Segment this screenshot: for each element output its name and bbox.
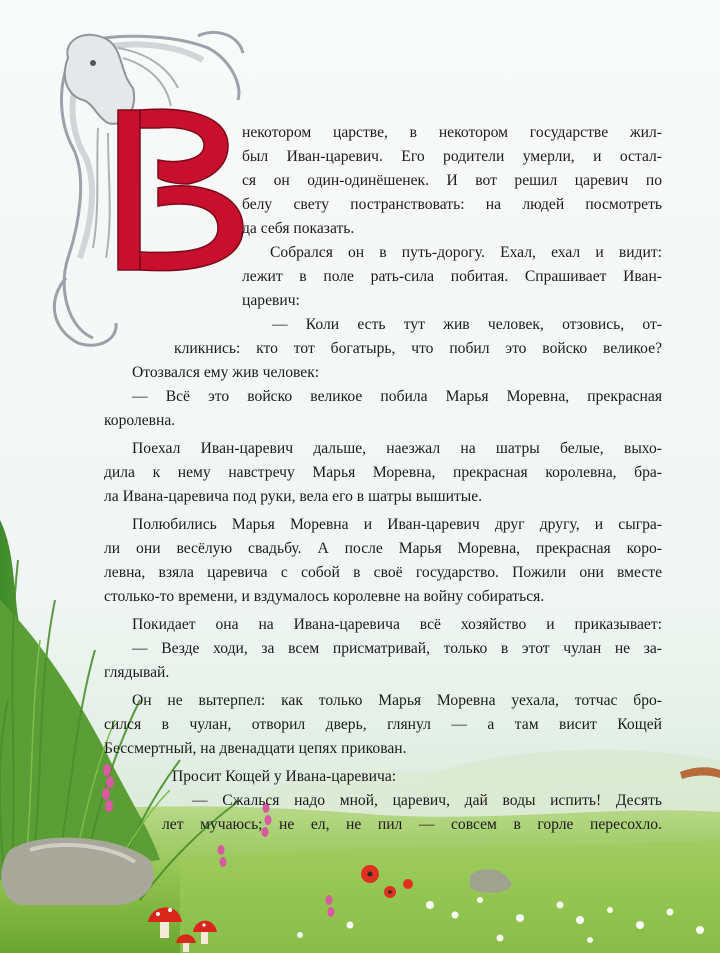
text-line: Он не вытерпел: как только Марья Моревна уехала, тотчас бро- [132, 692, 662, 709]
text-line: некотором царстве, в некотором государстве жил- [242, 124, 662, 141]
text-line: Отозвался ему жив человек: [132, 364, 320, 381]
text-line: левна, взяла царевича с собой в своё государство. Пожили они вместе [104, 564, 662, 581]
text-line: Собрался он в путь-дорогу. Ехал, ехал и видит: [270, 244, 662, 261]
text-line: ся он один-одинёшенек. И вот решил царевич по [242, 172, 662, 189]
text-line: кликнись: кто тот богатырь, что побил это войско великое? [174, 340, 662, 357]
text-line: королевна. [104, 412, 176, 429]
text-line: царевич: [242, 292, 300, 309]
text-line: Полюбились Марья Моревна и Иван-царевич друг другу, и сыгра- [132, 516, 662, 533]
text-line: да себя показать. [242, 220, 355, 237]
text-line: — Всё это войско великое побила Марья Моревна, прекрасная [132, 388, 662, 405]
text-line: глядывай. [104, 664, 170, 681]
horse-ornament-icon [38, 28, 250, 358]
text-line: лежит в поле рать-сила побитая. Спрашивает Иван- [242, 268, 662, 285]
text-line: Просит Кощей у Ивана-царевича: [172, 768, 397, 785]
text-line: сился в чулан, отворил дверь, глянул — а там висит Кощей [104, 716, 662, 733]
text-line: — Коли есть тут жив человек, отзовись, от- [272, 316, 662, 333]
text-line: дила к нему навстречу Марья Моревна, прекрасная королевна, бра- [104, 464, 662, 481]
text-line: лет мучаюсь; не ел, не пил — совсем в горле пересохло. [162, 816, 662, 833]
text-line: белу свету постранствовать: на людей посмотреть [242, 196, 662, 213]
text-line: ли они весёлую свадьбу. А после Марья Моревна, прекрасная коро- [104, 540, 662, 557]
text-line: Бессмертный, на двенадцати цепях прикован. [104, 740, 407, 757]
text-line: Поехал Иван-царевич дальше, наезжал на шатры белые, выхо- [132, 440, 662, 457]
text-line: ла Ивана-царевича под руки, вела его в шатры вышитые. [104, 488, 483, 505]
text-line: — Сжалься надо мной, царевич, дай воды испить! Десять [192, 792, 662, 809]
text-line: столько-то времени, и вздумалось королевне на войну собираться. [104, 588, 545, 605]
text-line: — Везде ходи, за всем присматривай, только в этот чулан не за- [132, 640, 662, 657]
text-line: Покидает она на Ивана-царевича всё хозяйство и приказывает: [132, 616, 662, 633]
text-line: был Иван-царевич. Его родители умерли, и остал- [242, 148, 662, 165]
drop-cap-ornament [38, 28, 250, 358]
